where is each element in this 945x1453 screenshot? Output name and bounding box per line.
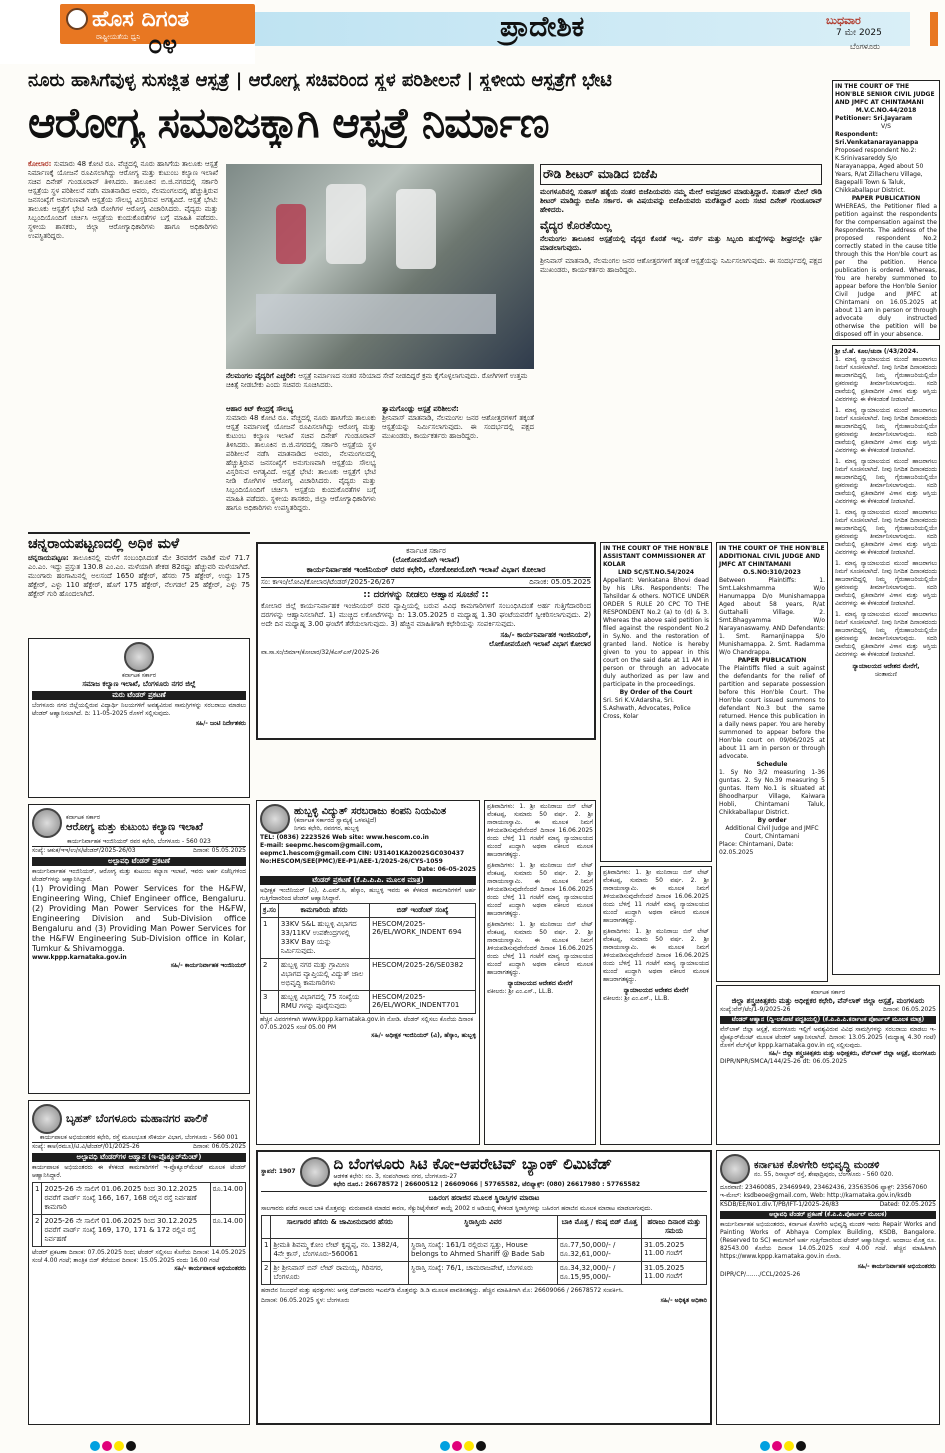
kolar-ref: ಸಂ: ಕಾಇಂ/ಲೋವಿ/ಕೋಲಾರ/ಟೆಂಡರ್/2025-26/267 (261, 578, 395, 586)
side-story-sub-title: ವೈದ್ಯರ ಕೊರತೆಯಿಲ್ಲ (540, 219, 612, 232)
reg-dot-icon (784, 1441, 794, 1451)
table-header-row (262, 1216, 707, 1239)
hescom-band: ಟೆಂಡರ್ ಪ್ರಕಟಣೆ (ಕೆ.ಪಿ.ಪಿ.ಪಿ. ಮೂಲಕ ಮಾತ್ರ) (260, 876, 476, 885)
court-versus: V/S (881, 123, 891, 130)
ksdb-name: ಕರ್ನಾಟಕ ಕೊಳಗೇರಿ ಅಭಿವೃದ್ಧಿ ಮಂಡಳಿ (754, 1159, 880, 1171)
bank-row1-prop: ಸ್ಥಿರಾಸ್ತಿ ಸಂಖ್ಯೆ: 161/1 ರಲ್ಲಿರುವ ಸ್ವತ್ತು, House belongs to Ahmed Shariff @ Bade Sab (409, 1239, 558, 1262)
table-row (33, 1183, 246, 1215)
ad-bangalore-city-coop-bank (256, 1150, 712, 1425)
reg-dot-icon (452, 1441, 462, 1451)
edge-strip (930, 12, 938, 46)
sw-office: ಸಮಾಜ ಕಲ್ಯಾಣ ಇಲಾಖೆ, ಬೆಂಗಳೂರು ನಗರ ಜಿಲ್ಲೆ (82, 680, 196, 688)
bank-th4: ಹರಾಜು ದಿನಾಂಕ ಮತ್ತು ಸಮಯ (642, 1216, 707, 1239)
lead-second-column (226, 405, 376, 525)
kolar-body: ಕೋಲಾರ ಜಿಲ್ಲೆ ಕಾರ್ಯನಿರ್ವಾಹಕ ಇಂಜಿನಿಯರ್ ರವರ ವ್ಯಾಪ್ತಿಯಲ್ಲಿ ಬರುವ ವಿವಿಧ ಕಾಮಗಾರಿಗಳಿಗೆ ಸಂಬಂಧಿಸಿದಂತೆ ಅರ್ಹ ಗುತ್ತಿಗೆದಾರರಿಂದ ದರಗಳನ್ನು ಆಹ್ವಾನಿಸಲಾಗಿದೆ. 1) ಮುಚ್ಚಿದ ಲಕೋಟೆಗಳನ್ನು ದಿ: 13.05.2025 ರ ಮಧ್ಯಾಹ್ನ 1.30 ಘಂಟೆಯವರೆಗೆ ಸ್ವೀಕರಿಸಲಾಗುವುದು. 2) ಅದೇ ದಿನ ಮಧ್ಯಾಹ್ನ 3.00 ಘಂಟೆಗೆ ತೆರೆಯಲಾಗುವುದು. 3) ಹೆಚ್ಚಿನ ಮಾಹಿತಿಗಾಗಿ ಕಛೇರಿಯನ್ನು ಸಂಪರ್ಕಿಸುವುದು. (261, 602, 591, 628)
kn-court-title: ಶ್ರೀ ಬೆ.ಹೆ. ಕೂಲ/ಚುನಾ (/43/2024. (835, 348, 919, 355)
court-mid2-body: ಪ್ರತಿವಾದಿಗಳು: 1. ಶ್ರೀ ಮುನಿರಾಜು ಬಿನ್ ಲೇಟ್ ವೆಂಕಟಪ್ಪ, ಸುಮಾರು 50 ವರ್ಷ. 2. ಶ್ರೀ ನಾರಾಯಣಸ್ವಾಮಿ. ಈ ಮೂಲಕ ನಿಮಗೆ ತಿಳಿಯಪಡಿಸುವುದೇನೆಂದರೆ ದಿನಾಂಕ 16.06.2025 ರಂದು ಬೆಳಿಗ್ಗೆ 11 ಗಂಟೆಗೆ ಮಾನ್ಯ ನ್ಯಾಯಾಲಯದ ಮುಂದೆ ಖುದ್ದಾಗಿ ಅಥವಾ ವಕೀಲರ ಮೂಲಕ ಹಾಜರಾಗತಕ್ಕದ್ದು. (603, 869, 709, 924)
hescom-tel: TEL: (0836) 2223526 Web site: www.hescom.co.in (260, 834, 429, 841)
hescom-th-indent: ಬಿಡ್ ಇಂಡೆಂಟ್ ಸಂಖ್ಯೆ (370, 904, 476, 918)
bbmp-band: ಅಲ್ಪಾವಧಿ ಟೆಂಡರ್‌ಗಳ ಆಹ್ವಾನ (ಇ-ಪ್ರೊಕ್ಯೂರ್‌ಮೆಂಟ್) (32, 1153, 246, 1162)
wenlock-gov: ಕರ್ನಾಟಕ ಸರ್ಕಾರ (810, 989, 846, 996)
wenlock-body: ವೆನ್‌ಲಾಕ್ ಜಿಲ್ಲಾ ಆಸ್ಪತ್ರೆ, ಮಂಗಳೂರು ಇಲ್ಲಿಗೆ ಅವಶ್ಯವಿರುವ ವಿವಿಧ ಸಾಮಗ್ರಿಗಳನ್ನು ಸರಬರಾಜು ಮಾಡಲು ಇ-ಪ್ರೊಕ್ಯೂರ್‌ಮೆಂಟ್ ಮೂಲಕ ಟೆಂಡರ್ ಆಹ್ವಾನಿಸಲಾಗಿದೆ. ದಿನಾಂಕ: 13.05.2025 (ಮಧ್ಯಾಹ್ನ 4.30 ಗಂಟೆ) ರೊಳಗೆ ವೆಬ್‌ಸೈಟ್ kppp.karnataka.gov.in ನಲ್ಲಿ ಸಲ್ಲಿಸುವುದು. (720, 1026, 936, 1049)
table-row (261, 918, 476, 959)
registration-marks-center (440, 1436, 488, 1453)
hfw-sign: ಸಹಿ/- ಕಾರ್ಯನಿರ್ವಾಹಕ ಇಂಜಿನಿಯರ್ (170, 962, 246, 969)
bank-row2-no: 2 (262, 1262, 271, 1285)
kn-court-body: 1. ಮಾನ್ಯ ನ್ಯಾಯಾಲಯದ ಮುಂದೆ ಹಾಜರಾಗಲು ನಿಮಗೆ ಸೂಚಿಸಲಾಗಿದೆ. ನೀವು ನಿಗದಿತ ದಿನಾಂಕದಂದು ಹಾಜರಾಗದಿದ್ದಲ್ಲಿ ನಿಮ್ಮ ಗೈರುಹಾಜರಿಯಲ್ಲಿಯೇ ಪ್ರಕರಣವನ್ನು ತೀರ್ಮಾನಿಸಲಾಗುವುದು. ಸದರಿ ದಾವೆಯಲ್ಲಿ ಪ್ರತಿವಾದಿಗಳ ವಿಳಾಸ ಮತ್ತು ಆಸ್ತಿಯ ವಿವರಗಳನ್ನು ಈ ಕೆಳಕಂಡಂತೆ ನೀಡಲಾಗಿದೆ. (835, 356, 937, 403)
reg-dot-icon (114, 1441, 124, 1451)
lead-body-column (28, 160, 218, 525)
kolar-footer-ref: ವಾ.ಸಾ.ಸಂ/ಜಿಮಾಇ/ಕೋಲಾರ/32/ಕೆಎಸ್‌ಎಸ್/2025-26 (261, 649, 380, 656)
court-mid-sign: ನ್ಯಾಯಾಲಯದ ಆದೇಶದ ಮೇರೆಗೆ (507, 980, 573, 987)
court-mid-body-2: ಪ್ರತಿವಾದಿಗಳು: 1. ಶ್ರೀ ಮುನಿರಾಜು ಬಿನ್ ಲೇಟ್ ವೆಂಕಟಪ್ಪ, ಸುಮಾರು 50 ವರ್ಷ. 2. ಶ್ರೀ ನಾರಾಯಣಸ್ವಾಮಿ. ಈ ಮೂಲಕ ನಿಮಗೆ ತಿಳಿಯಪಡಿಸುವುದೇನೆಂದರೆ ದಿನಾಂಕ 16.06.2025 ರಂದು ಬೆಳಿಗ್ಗೆ 11 ಗಂಟೆಗೆ ಮಾನ್ಯ ನ್ಯಾಯಾಲಯದ ಮುಂದೆ ಖುದ್ದಾಗಿ ಅಥವಾ ವಕೀಲರ ಮೂಲಕ ಹಾಜರಾಗತಕ್ಕದ್ದು. (487, 862, 593, 917)
ksdb-sign: ಸಹಿ/- ಕಾರ್ಯನಿರ್ವಾಹಕ ಅಭಿಯಂತರರು (857, 1263, 936, 1270)
sw-body: ಬೆಂಗಳೂರು ನಗರ ಜಿಲ್ಲೆಯಲ್ಲಿರುವ ವಿದ್ಯಾರ್ಥಿ ನಿಲಯಗಳಿಗೆ ಅವಶ್ಯವಿರುವ ಸಾಮಗ್ರಿಗಳನ್ನು ಸರಬರಾಜು ಮಾಡಲು ಟೆಂಡರ್ ಆಹ್ವಾನಿಸಲಾಗಿದೆ. ದಿ: 11-05-2025 ರೊಳಗೆ ಸಲ್ಲಿಸುವುದು. (32, 702, 246, 717)
bank-th3: ಬಾಕಿ ಮೊತ್ತ / ಕನಿಷ್ಠ ಬಿಡ್ ಮೊತ್ತ (557, 1216, 641, 1239)
kn-court-body-6: 1. ಮಾನ್ಯ ನ್ಯಾಯಾಲಯದ ಮುಂದೆ ಹಾಜರಾಗಲು ನಿಮಗೆ ಸೂಚಿಸಲಾಗಿದೆ. ನೀವು ನಿಗದಿತ ದಿನಾಂಕದಂದು ಹಾಜರಾಗದಿದ್ದಲ್ಲಿ ನಿಮ್ಮ ಗೈರುಹಾಜರಿಯಲ್ಲಿಯೇ ಪ್ರಕರಣವನ್ನು ತೀರ್ಮಾನಿಸಲಾಗುವುದು. ಸದರಿ ದಾವೆಯಲ್ಲಿ ಪ್ರತಿವಾದಿಗಳ ವಿಳಾಸ ಮತ್ತು ಆಸ್ತಿಯ ವಿವರಗಳನ್ನು ಈ ಕೆಳಕಂಡಂತೆ ನೀಡಲಾಗಿದೆ. (835, 611, 937, 658)
ksdb-tel: ದೂರವಾಣಿ: 23460085, 23469949, 23462436, 23563506 ಫ್ಯಾಕ್ಸ್: 23567060 (720, 1184, 928, 1191)
bbmp-name: ಬೃಹತ್ ಬೆಂಗಳೂರು ಮಹಾನಗರ ಪಾಲಿಕೆ (66, 1112, 208, 1125)
table-row (262, 1239, 707, 1262)
registration-marks-right (760, 1436, 808, 1453)
bank-footer: ಹರಾಜಿನ ನಿಬಂಧನೆ ಮತ್ತು ಷರತ್ತುಗಳು: ಆಸಕ್ತ ಬಿಡ್‌ದಾರರು ಇಎಮ್‌ಡಿ ಮೊತ್ತವನ್ನು ಡಿ.ಡಿ ಮೂಲಕ ಪಾವತಿಸತಕ್ಕದ್ದು. ಹೆಚ್ಚಿನ ಮಾಹಿತಿಗಾಗಿ ಮೊ: 26609066 / 26678572 ಸಂಪರ್ಕಿಸಿ. (261, 1287, 624, 1294)
paper-emblem-icon (66, 8, 88, 30)
court-notice-mid (484, 800, 596, 1145)
paper-name: ಹೊಸ ದಿಗಂತ (92, 6, 190, 32)
lead-body: ಸುಮಾರು 48 ಕೋಟಿ ರೂ. ವೆಚ್ಚದಲ್ಲಿ ನೂರು ಹಾಸಿಗೆಯ ತಾಲೂಕು ಆಸ್ಪತ್ರೆ ನಿರ್ಮಾಣಕ್ಕೆ ಯೋಜನೆ ರೂಪಿಸಲಾಗಿದ್ದು ಆರೋಗ್ಯ ಮತ್ತು ಕುಟುಂಬ ಕಲ್ಯಾಣ ಇಲಾಖೆ ಸಚಿವ ದಿನೇಶ್ ಗುಂಡೂರಾವ್ ತಿಳಿಸಿದರು. ತಾಲೂಕಿನ ಬಿ.ಜಿ.ನಗರದಲ್ಲಿ ಸರ್ಕಾರಿ ಆಸ್ಪತ್ರೆಯ ಸ್ಥಳ ಪರಿಶೀಲನೆ ನಡೆಸಿ ಮಾತನಾಡಿದ ಅವರು, ನೆಲಮಂಗಲದಲ್ಲಿ ಹೆಚ್ಚುತ್ತಿರುವ ಜನಸಂಖ್ಯೆಗೆ ಅನುಗುಣವಾಗಿ ಆಸ್ಪತ್ರೆಯ ಸೌಲಭ್ಯ ವಿಸ್ತರಿಸುವ ಅಗತ್ಯವಿದೆ. ಆಸ್ಪತ್ರೆ ಭೇಟಿ: ತಾಲೂಕು ಆಸ್ಪತ್ರೆಗೆ ಭೇಟಿ ನೀಡಿ ರೋಗಿಗಳ ಆರೋಗ್ಯ ವಿಚಾರಿಸಿದರು. ವೈದ್ಯರು ಮತ್ತು ಸಿಬ್ಬಂದಿಯೊಂದಿಗೆ ಚರ್ಚಿಸಿ ಆಸ್ಪತ್ರೆಯ ಕುಂದುಕೊರತೆಗಳ ಬಗ್ಗೆ ಮಾಹಿತಿ ಪಡೆದರು. ಸ್ಥಳೀಯ ಶಾಸಕರು, ಜಿಲ್ಲಾ ಆರೋಗ್ಯಾಧಿಕಾರಿಗಳು ಹಾಗೂ ಅಧಿಕಾರಿಗಳು ಉಪಸ್ಥಿತರಿದ್ದರು. (28, 160, 218, 240)
kolar-sign2: ಲೋಕೋಪಯೋಗಿ ಇಲಾಖೆ ವಿಭಾಗ ಕೋಲಾರ (488, 640, 591, 648)
bbmp-footer: ಟೆಂಡರ್ ಪ್ರಕಟಣಾ ದಿನಾಂಕ: 07.05.2025 ರಿಂದ; ಟೆಂಡರ್ ಸಲ್ಲಿಸಲು ಕೊನೆಯ ದಿನಾಂಕ: 14.05.2025 ಸಂಜೆ 4.00 ಗಂಟೆ; ತಾಂತ್ರಿಕ ಬಿಡ್ ತೆರೆಯುವ ದಿನಾಂಕ: 15.05.2025 ರಂದು 16.00 ಗಂಟೆ (32, 1249, 246, 1264)
bbmp-date: ದಿನಾಂಕ: 06.05.2025 (193, 1143, 246, 1150)
section-title: ಪ್ರಾದೇಶಿಕ (500, 10, 585, 43)
hescom-email: E-mail: seepmc.hescom@gmail.com, eepmc1.hescom@gmail.com CIN: U31401KA2002SGC030437 (260, 842, 465, 857)
bbmp-ref: ಸಂಖ್ಯೆ: ಕಾಅ(ರಮೂ)/ಟಿ.ವಿ/ಟೆಂಡರ್/01/2025-26 (32, 1143, 140, 1150)
registration-marks-left (90, 1436, 138, 1453)
court-respondent: Respondent: Sri.Venkatanarayanappa (835, 131, 919, 146)
rain-title: ಚನ್ನರಾಯಪಟ್ಟಣದಲ್ಲಿ ಅಧಿಕ ಮಳೆ (28, 536, 180, 552)
ad-ksdb (716, 1150, 940, 1425)
court3-schedule-body: 1. Sy No 3/2 measuring 1-36 guntas. 2. Sy No.39 measuring 5 guntas. Item No.1 is situated at Bhoodharpur Village, Kaiwara Hobli, Chintamani Taluk, Chikkaballapur District. (719, 769, 825, 816)
bank-row2-name: ಶ್ರೀ ಶ್ರೀನಿವಾಸ್ ಬಿನ್ ಲೇಟ್ ರಾಮಯ್ಯ, ಗಿರಿನಗರ, ಬೆಂಗಳೂರು (271, 1262, 409, 1285)
court2-body: Appellant: Venkatana Bhovi dead by his LRs. Respondents: The Tahsildar & others. NOTICE UNDER ORDER 5 RULE 20 CPC TO THE RESPONDENT No.2 (a) to (d) & 3. Whereas the above said petition is filed against the respondent No.2 in Sy.No. and the restoration of granted land. Notice is hereby given to you to appear in this court on the said date at 11 AM in person or through an advocate duly authorized as per law and participate in the proceedings. (603, 577, 709, 688)
court2-order: By Order of the Court (619, 689, 693, 696)
bank-intro: ಸಾಲಗಾರರು ಪಡೆದ ಸಾಲದ ಬಾಕಿ ಮೊತ್ತವನ್ನು ಮರುಪಾವತಿ ಮಾಡದ ಕಾರಣ, ಸೆಕ್ಯುರಿಟೈಸೇಶನ್ ಕಾಯ್ದೆ 2002 ರ ಅಡಿಯಲ್ಲಿ ಕೆಳಕಂಡ ಸ್ಥಿರಾಸ್ತಿಗಳನ್ನು ಬಹಿರಂಗ ಹರಾಜಿನ ಮೂಲಕ ಮಾರಾಟ ಮಾಡಲಾಗುವುದು. (261, 1205, 653, 1212)
court-mid2-advocate: ವಕೀಲರು: ಶ್ರೀ ಎಂ.ಎಸ್., LL.B. (603, 995, 670, 1002)
bbmp-body: ಕಾರ್ಯಪಾಲಕ ಅಭಿಯಂತರರು ಈ ಕೆಳಕಂಡ ಕಾಮಗಾರಿಗಳಿಗೆ ಇ-ಪ್ರೊಕ್ಯೂರ್‌ಮೆಂಟ್ ಮೂಲಕ ಟೆಂಡರ್ ಆಹ್ವಾನಿಸಿದ್ದಾರೆ. (32, 1164, 246, 1179)
hescom-row1-no: 1 (261, 918, 279, 959)
hfw-office: ಕಾರ್ಯನಿರ್ವಾಹಕ ಇಂಜಿನಿಯರ್ ರವರ ಕಛೇರಿ, ಬೆಂಗಳೂರು - 560 023 (67, 838, 211, 845)
court-notice-chintamani (716, 542, 828, 982)
side-story-title: ರೌಡಿ ಶೀಟರ್ ಮಾಡಿದ ಬಿಜೆಪಿ (540, 164, 822, 185)
sw-sign: ಸಹಿ/- ಜಂಟಿ ನಿರ್ದೇಶಕರು (195, 720, 246, 727)
court-name: IN THE COURT OF THE HON'BLE SENIOR CIVIL JUDGE AND JMFC AT CHINTAMANI (835, 83, 935, 106)
hescom-th-no: ಕ್ರ.ಸಂ (261, 904, 279, 918)
hescom-row2-indent: HESCOM/2025-26/SE0382 (370, 959, 476, 991)
bank-row1-no: 1 (262, 1239, 271, 1262)
bank-th-no (262, 1216, 271, 1239)
table-header-row (261, 904, 476, 918)
wenlock-ref: ಸಂಖ್ಯೆ:ವೆನ್/ಟೆಂ/1-9/2025-26 (720, 1006, 791, 1013)
court3-pub-body: The Plaintiffs filed a suit against the defendants for the relief of partition and separate possession before this Hon'ble Court. The Hon'ble court issued summons to defendant No.3 but the same returned. Hence this publication in a daily news paper. You are hereby summoned to appear before the Hon'ble court on 09/06/2025 at about 11 am in person or through advocate. (719, 665, 825, 760)
lead-sub3-title: ತ್ವಾಮಗೊಂಡ್ಲು ಆಸ್ಪತ್ರೆ ಪರಿಶೀಲನೆ: (382, 405, 459, 413)
hescom-addr: ನಿಗಮ ಕಛೇರಿ, ನವನಗರ, ಹುಬ್ಬಳ್ಳಿ (294, 824, 359, 832)
bank-th1: ಸಾಲಗಾರರ ಹೆಸರು & ಜಾಮೀನುದಾರರ ಹೆಸರು (271, 1216, 409, 1239)
reg-dot-icon (772, 1441, 782, 1451)
court-notice-small (832, 80, 940, 340)
court-case-number: M.V.C.NO.44/2018 (855, 107, 917, 114)
bank-sign: ಸಹಿ/- ಅಧಿಕೃತ ಅಧಿಕಾರಿ (660, 1297, 707, 1304)
ksdb-addr: ನಂ. 55, ರಿಸಾಲ್ದಾರ್ ರಸ್ತೆ, ಶೇಷಾದ್ರಿಪುರಂ, ಬೆಂಗಳೂರು - 560 020. (754, 1170, 894, 1178)
hfw-body-kn: ಕಾರ್ಯನಿರ್ವಾಹಕ ಇಂಜಿನಿಯರ್, ಆರೋಗ್ಯ ಮತ್ತು ಕುಟುಂಬ ಕಲ್ಯಾಣ ಇಲಾಖೆ, ಇವರು ಅರ್ಹ ಏಜೆನ್ಸಿಗಳಿಂದ ಟೆಂಡರ್‌ಗಳನ್ನು ಆಹ್ವಾನಿಸಿದ್ದಾರೆ. (32, 868, 246, 883)
bank-row1-name: ಶ್ರೀಮತಿ ಶಿವಮ್ಮ ಕೋಂ ಲೇಟ್ ಕೃಷ್ಣಪ್ಪ, ನಂ. 1382/4, 4ನೇ ಕ್ರಾಸ್, ಬೆಂಗಳೂರು-560061 (271, 1239, 409, 1262)
hescom-intro: ಅಧೀಕ್ಷಕ ಇಂಜಿನಿಯರ್ (ವಿ), ಪಿ.ಎಮ್.ಸಿ, ಹೆಸ್ಕಾಂ, ಹುಬ್ಬಳ್ಳಿ ಇವರು ಈ ಕೆಳಕಂಡ ಕಾಮಗಾರಿಗಳಿಗೆ ಅರ್ಹ ಗುತ್ತಿಗೆದಾರರಿಂದ ಟೆಂಡರ್ ಆಹ್ವಾನಿಸಿದ್ದಾರೆ. (260, 887, 476, 902)
court-body: Proposed respondent No.2: K.Srinivasareddy S/o Narayanappa, Aged about 50 Years, R/at Zillacheru Village, Bagepalli Town & Taluk, Chikkaballapur District. (835, 147, 924, 194)
reg-dot-icon (796, 1441, 806, 1451)
court-mid2-body-2: ಪ್ರತಿವಾದಿಗಳು: 1. ಶ್ರೀ ಮುನಿರಾಜು ಬಿನ್ ಲೇಟ್ ವೆಂಕಟಪ್ಪ, ಸುಮಾರು 50 ವರ್ಷ. 2. ಶ್ರೀ ನಾರಾಯಣಸ್ವಾಮಿ. ಈ ಮೂಲಕ ನಿಮಗೆ ತಿಳಿಯಪಡಿಸುವುದೇನೆಂದರೆ ದಿನಾಂಕ 16.06.2025 ರಂದು ಬೆಳಿಗ್ಗೆ 11 ಗಂಟೆಗೆ ಮಾನ್ಯ ನ್ಯಾಯಾಲಯದ ಮುಂದೆ ಖುದ್ದಾಗಿ ಅಥವಾ ವಕೀಲರ ಮೂಲಕ ಹಾಜರಾಗತಕ್ಕದ್ದು. (603, 928, 709, 983)
hfw-date: ದಿನಾಂಕ: 05.05.2025 (193, 847, 246, 854)
bank-date: ದಿನಾಂಕ: 06.05.2025 (261, 1297, 314, 1304)
ad-wenlock (716, 985, 940, 1145)
ad-social-welfare (28, 638, 250, 798)
bank-row2-prop: ಸ್ಥಿರಾಸ್ತಿ ಸಂಖ್ಯೆ: 76/1, ಚಾಮರಾಜಪೇಟೆ, ಬೆಂಗಳೂರು (409, 1262, 558, 1285)
bank-addr: ಆಡಳಿತ ಕಛೇರಿ: ನಂ. 3, ಸಂಪಂಗಿರಾಮ ನಗರ, ಬೆಂಗಳೂರು-27 (333, 1173, 458, 1180)
kolar-dept: (ಲೋಕೋಪಯೋಗಿ ಇಲಾಖೆ) (392, 556, 460, 564)
kn-court-body-2: 1. ಮಾನ್ಯ ನ್ಯಾಯಾಲಯದ ಮುಂದೆ ಹಾಜರಾಗಲು ನಿಮಗೆ ಸೂಚಿಸಲಾಗಿದೆ. ನೀವು ನಿಗದಿತ ದಿನಾಂಕದಂದು ಹಾಜರಾಗದಿದ್ದಲ್ಲಿ ನಿಮ್ಮ ಗೈರುಹಾಜರಿಯಲ್ಲಿಯೇ ಪ್ರಕರಣವನ್ನು ತೀರ್ಮಾನಿಸಲಾಗುವುದು. ಸದರಿ ದಾವೆಯಲ್ಲಿ ಪ್ರತಿವಾದಿಗಳ ವಿಳಾಸ ಮತ್ತು ಆಸ್ತಿಯ ವಿವರಗಳನ್ನು ಈ ಕೆಳಕಂಡಂತೆ ನೀಡಲಾಗಿದೆ. (835, 407, 937, 454)
bank-logo-icon (300, 1157, 330, 1187)
wenlock-sign: ಸಹಿ/- ಜಿಲ್ಲಾ ಶಸ್ತ್ರಚಿಕಿತ್ಸಕರು ಮತ್ತು ಅಧೀಕ್ಷಕರು, ವೆನ್‌ಲಾಕ್ ಜಿಲ್ಲಾ ಆಸ್ಪತ್ರೆ, ಮಂಗಳೂರು (768, 1050, 936, 1057)
masthead-city: ಬೆಂಗಳೂರು (850, 42, 880, 51)
table-row (262, 1262, 707, 1285)
wenlock-name: ಜಿಲ್ಲಾ ಶಸ್ತ್ರಚಿಕಿತ್ಸಕರು ಮತ್ತು ಅಧೀಕ್ಷಕರ ಕಛೇರಿ, ವೆನ್‌ಲಾಕ್ ಜಿಲ್ಲಾ ಆಸ್ಪತ್ರೆ, ಮಂಗಳೂರು (731, 997, 925, 1005)
bbmp-row1-no: 1 (33, 1183, 42, 1215)
lead-sub2-title: ಆಹಾರ ಕಿಟ್ ಕೇಂದ್ರಕ್ಕೆ ಸೌಲಭ್ಯ (226, 405, 294, 413)
hfw-body-en: (1) Providing Man Power Services for the H&FW, Engineering Wing, Chief Engineer office, Bengaluru. (2) Providing Man Power Services for the H&FW, Engineering Division and Sub-Division office Bengaluru and (3) Providing Man Power Services for the H&FW Engineering Sub-Division office in Kolar, Tumkur & Shivamogga. (32, 884, 246, 953)
court-pub-body: WHEREAS, the Petitioner filed a petition against the respondents for the compensation against the Respondents. The address of the proposed respondent No.2 correctly stated in the cause title through this the Hon'ble court as per the petition. Hence publication is ordered. Whereas, You are hereby summoned to appear before the Hon'ble Senior Civil Judge and JMFC at Chintamani on 16.05.2025 at about 11 am in person or through advocate duly instructed otherwise the petition will be disposed off in your absence. (835, 203, 937, 338)
masthead-day: ಬುಧವಾರ (826, 14, 861, 27)
rain-dateline: ಚನ್ನರಾಯಪಟ್ಟಣ: (28, 554, 69, 562)
hfw-web[interactable]: www.kppp.karnataka.gov.in (32, 954, 127, 961)
hescom-row1-indent: HESCOM/2025-26/EL/WORK_INDENT 694 (370, 918, 476, 959)
side-story-tail: ಶ್ರೀನಿವಾಸ್ ಮಾತನಾಡಿ, ನೆಲಮಂಗಲ ಜನರ ಆಶೋತ್ತರಗಳಿಗೆ ತಕ್ಕಂತೆ ಆಸ್ಪತ್ರೆಯನ್ನು ನಿರ್ಮಿಸಲಾಗುವುದು. ಈ ಸಂದರ್ಭದಲ್ಲಿ ಪಕ್ಷದ ಮುಖಂಡರು, ಕಾರ್ಯಕರ್ತರು ಹಾಜರಿದ್ದರು. (540, 257, 822, 274)
court-notice-kolar-ac (600, 542, 712, 862)
bank-row2-amt: ರೂ.34,32,000/- / ರೂ.15,95,000/- (557, 1262, 641, 1285)
court3-name: IN THE COURT OF THE HON'BLE ADDITIONAL CIVIL JUDGE AND JMFC AT CHINTAMANI (719, 545, 825, 568)
bbmp-emblem-icon (32, 1104, 62, 1134)
reg-dot-icon (464, 1441, 474, 1451)
bbmp-row2-desc: 2025-26 ನೇ ಸಾಲಿಗೆ 01.06.2025 ರಿಂದ 30.12.2025 ರವರೆಗೆ ವಾರ್ಡ್ ಸಂಖ್ಯೆ 169, 170, 171 & 172 ರಲ್ಲಿನ ರಸ್ತೆ ನಿರ್ವಹಣೆ (42, 1215, 210, 1247)
lead-photo-caption (226, 372, 534, 402)
side-story (540, 164, 822, 526)
kn-court-body-5: 1. ಮಾನ್ಯ ನ್ಯಾಯಾಲಯದ ಮುಂದೆ ಹಾಜರಾಗಲು ನಿಮಗೆ ಸೂಚಿಸಲಾಗಿದೆ. ನೀವು ನಿಗದಿತ ದಿನಾಂಕದಂದು ಹಾಜರಾಗದಿದ್ದಲ್ಲಿ ನಿಮ್ಮ ಗೈರುಹಾಜರಿಯಲ್ಲಿಯೇ ಪ್ರಕರಣವನ್ನು ತೀರ್ಮಾನಿಸಲಾಗುವುದು. ಸದರಿ ದಾವೆಯಲ್ಲಿ ಪ್ರತಿವಾದಿಗಳ ವಿಳಾಸ ಮತ್ತು ಆಸ್ತಿಯ ವಿವರಗಳನ್ನು ಈ ಕೆಳಕಂಡಂತೆ ನೀಡಲಾಗಿದೆ. (835, 560, 937, 607)
caption-lead: ನೆಲಮಂಗಲ ವೈದ್ಯರಿಗೆ ಎಚ್ಚರಿಕೆ: (226, 372, 297, 380)
court3-place: Place: Chintamani, Date: 02.05.2025 (719, 841, 794, 856)
caption-text: ಆಸ್ಪತ್ರೆ ನಿರ್ಮಾಣದ ನಂತರ ಸರಿಯಾದ ಸೇವೆ ನೀಡದಿದ್ದರೆ ಕ್ರಮ ಕೈಗೊಳ್ಳಲಾಗುವುದು. ರೋಗಿಗಳಿಗೆ ಉತ್ತಮ ಚಿಕಿತ್ಸೆ ನೀಡಬೇಕು ಎಂದು ಸಚಿವರು ಸೂಚಿಸಿದರು. (226, 372, 528, 389)
bbmp-row2-no: 2 (33, 1215, 42, 1247)
hescom-row3-desc: ಹುಬ್ಬಳ್ಳಿ ವಿಭಾಗದಲ್ಲಿ 75 ಸಂಖ್ಯೆಯ RMU ಗಳನ್ನು ಪೂರೈಸುವುದು (278, 991, 369, 1014)
reg-dot-icon (440, 1441, 450, 1451)
lead-third-column (382, 405, 534, 525)
kolar-date: ದಿನಾಂಕ: 05.05.2025 (529, 578, 591, 586)
govt-emblem-icon (124, 642, 154, 672)
court3-pub-title: PAPER PUBLICATION (737, 657, 807, 664)
court3-officer: Additional Civil Judge and JMFC Court, Chintamani (725, 825, 819, 840)
ksdb-email: ಇ-ಮೇಲ್: ksdbeoe@gmail.com, Web: http://karnataka.gov.in/ksdb (720, 1192, 912, 1199)
lead-kicker: ನೂರು ಹಾಸಿಗೆವುಳ್ಳ ಸುಸಜ್ಜಿತ ಆಸ್ಪತ್ರೆ | ಆರೋಗ್ಯ ಸಚಿವರಿಂದ ಸ್ಥಳ ಪರಿಶೀಲನೆ | ಸ್ಥಳೀಯ ಆಸ್ಪತ್ರೆಗೆ ಭೇಟಿ (28, 70, 612, 91)
paper-logo-block (0, 0, 255, 64)
reg-dot-icon (90, 1441, 100, 1451)
reg-dot-icon (102, 1441, 112, 1451)
court-mid2-sign: ನ್ಯಾಯಾಲಯದ ಆದೇಶದ ಮೇರೆಗೆ (623, 987, 689, 994)
rain-body: ತಾಲೂಕಿನಲ್ಲಿ ಮಳೆಗೆ ಸಂಬಂಧಿಸಿದಂತೆ ಮೇ 3ರವರೆಗೆ ವಾಡಿಕೆ ಮಳೆ 71.7 ಎಂ.ಎಂ. ಇದ್ದು ಪ್ರಸ್ತುತ 130.8 ಎಂ.ಎಂ. ಮಳೆಯಾಗಿ ಶೇಕಡ 82ರಷ್ಟು ಹೆಚ್ಚುವರಿ ಮಳೆಯಾಗಿದೆ. ಮುಂಗಾರು ಹಂಗಾಮಿನಲ್ಲಿ ಅಲಸಂದೆ 1650 ಹೆಕ್ಟೇರ್, ಹೆಸರು 75 ಹೆಕ್ಟೇರ್, ಉದ್ದು 175 ಹೆಕ್ಟೇರ್, ಎಳ್ಳು 110 ಹೆಕ್ಟೇರ್, ಹೊಗೆ 175 ಹೆಕ್ಟೇರ್, ನೆಲಗಡಲೆ 25 ಹೆಕ್ಟೇರ್, ಎಳ್ಳು 75 ಹೆಕ್ಟೇರ್ ಗುರಿ ಹೊಂದಲಾಗಿದೆ. (28, 554, 250, 598)
kn-court-sign: ನ್ಯಾಯಾಲಯದ ಆದೇಶದ ಮೇರೆಗೆ, (852, 663, 920, 670)
hescom-ref: No:HESCOM/SEE(PMC)/EE-P1/AEE-1/2025-26/CYS-1059 (260, 858, 443, 865)
hfw-ref: ಸಂಖ್ಯೆ: ಆಕುಕ/ಇಇ/ಉ/ಸ/ಟೆಂಡರ್/2025-26/03 (32, 847, 136, 854)
hescom-sub: (ಕರ್ನಾಟಕ ಸರ್ಕಾರದ ಸ್ವಾಮ್ಯಕ್ಕೆ ಒಳಪಟ್ಟಿದೆ) (294, 816, 377, 824)
bank-th2: ಸ್ಥಿರಾಸ್ತಿಯ ವಿವರ (409, 1216, 558, 1239)
wenlock-dipr: DIPR/NPR/SMCA/144/25-26 dt: 06.05.2025 (720, 1058, 848, 1065)
hfw-band: ಅಲ್ಪಾವಧಿ ಟೆಂಡರ್ ಪ್ರಕಟಣೆ (32, 857, 246, 866)
sw-band: ಮರು ಟೆಂಡರ್ ಪ್ರಕಟಣೆ (32, 691, 246, 700)
hfw-dept: ಆರೋಗ್ಯ ಮತ್ತು ಕುಟುಂಬ ಕಲ್ಯಾಣ ಇಲಾಖೆ (66, 821, 203, 833)
court-given (835, 339, 937, 340)
bbmp-office: ಕಾರ್ಯಪಾಲಕ ಅಭಿಯಂತರರ ಕಛೇರಿ, ರಸ್ತೆ ಮೂಲಭೂತ ಸೌಕರ್ಯ ವಿಭಾಗ, ಬೆಂಗಳೂರು - 560 001 (39, 1134, 239, 1141)
kolar-gov: ಕರ್ನಾಟಕ ಸರ್ಕಾರ (406, 547, 446, 555)
kolar-notice-title: :: ದರಗಳನ್ನು ನೀಡಲು ಆಹ್ವಾನ ಸೂಚನೆ :: (363, 590, 489, 600)
ad-hescom (256, 800, 480, 1145)
masthead-date: 7 ಮೇ 2025 (836, 28, 882, 38)
hescom-row3-indent: HESCOM/2025-26/EL/WORK_INDENT701 (370, 991, 476, 1014)
court3-case: O.S.NO:310/2023 (743, 569, 801, 576)
court2-case: LND SC/ST.NO.54/2024 (617, 569, 695, 576)
court-mid-advocate: ವಕೀಲರು: ಶ್ರೀ ಎಂ.ಎಸ್., LL.B. (487, 988, 554, 995)
masthead (0, 0, 945, 64)
side-story-sub-body: ನೆಲಮಂಗಲ ತಾಲೂಕಿನ ಆಸ್ಪತ್ರೆಯಲ್ಲಿ ವೈದ್ಯರ ಕೊರತೆ ಇಲ್ಲ. ನರ್ಸ್ ಮತ್ತು ಸಿಬ್ಬಂದಿ ಹುದ್ದೆಗಳನ್ನು ಶೀಘ್ರದಲ್ಲೇ ಭರ್ತಿ ಮಾಡಲಾಗುವುದು. (540, 235, 822, 252)
kolar-office: ಕಾರ್ಯನಿರ್ವಾಹಕ ಇಂಜಿನಿಯರ್ ರವರ ಕಛೇರಿ, ಲೋಕೋಪಯೋಗಿ ಇಲಾಖೆ ವಿಭಾಗ ಕೋಲಾರ (306, 565, 546, 574)
side-story-body: ಮಂಗಳೂರಿನಲ್ಲಿ ಸುಹಾಸ್ ಹತ್ಯೆಯ ನಂತರ ಬಿಜೆಪಿಯವರು ನಮ್ಮ ಮೇಲೆ ಅಪಪ್ರಚಾರ ಮಾಡುತ್ತಿದ್ದಾರೆ. ಸುಹಾಸ್ ಮೇಲೆ ರೌಡಿ ಶೀಟರ್ ಮಾಡಿದ್ದು ಬಿಜೆಪಿ ಸರ್ಕಾರ. ಈ ವಿಷಯವನ್ನು ಬಿಜೆಪಿಯವರು ಮರೆತಿದ್ದಾರೆ ಎಂದು ಸಚಿವ ದಿನೇಶ್ ಗುಂಡೂರಾವ್ ಹೇಳಿದರು. (540, 188, 822, 214)
ad-bbmp (28, 1100, 250, 1425)
lead-dateline: ಕೋಲಾರ: (28, 160, 52, 168)
hescom-row2-desc: ಹುಬ್ಬಳ್ಳಿ ನಗರ ಮತ್ತು ಗ್ರಾಮೀಣ ವಿಭಾಗದ ವ್ಯಾಪ್ತಿಯಲ್ಲಿ ವಿದ್ಯುತ್ ಜಾಲ ಅಭಿವೃದ್ಧಿ ಕಾಮಗಾರಿಗಳು (278, 959, 369, 991)
bank-place: ಸ್ಥಳ: ಬೆಂಗಳೂರು (315, 1297, 350, 1304)
lead-photo (226, 164, 534, 369)
hescom-sign: ಸಹಿ/- ಅಧೀಕ್ಷಕ ಇಂಜಿನಿಯರ್ (ವಿ), ಹೆಸ್ಕಾಂ, ಹುಬ್ಬಳ್ಳಿ (371, 1032, 476, 1039)
bank-name: ದಿ ಬೆಂಗಳೂರು ಸಿಟಿ ಕೋ-ಆಪರೇಟಿವ್ ಬ್ಯಾಂಕ್ ಲಿಮಿಟೆಡ್ (333, 1155, 612, 1173)
ksdb-dipr: DIPR/CP/......./CCL/2025-26 (720, 1271, 801, 1278)
wenlock-date: ದಿನಾಂಕ: 06.05.2025 (883, 1006, 936, 1013)
bank-row2-date: 31.05.2025 11.00 ಗಂಟೆಗೆ (642, 1262, 707, 1285)
hescom-name: ಹುಬ್ಬಳ್ಳಿ ವಿದ್ಯುತ್ ಸರಬರಾಜು ಕಂಪನಿ ನಿಯಮಿತ (294, 805, 447, 817)
table-row (261, 959, 476, 991)
bbmp-row1-desc: 2025-26 ನೇ ಸಾಲಿಗೆ 01.06.2025 ರಿಂದ 30.12.2025 ರವರೆಗೆ ವಾರ್ಡ್ ಸಂಖ್ಯೆ 166, 167, 168 ರಲ್ಲಿನ ರಸ್ತೆ ನಿರ್ವಹಣೆ ಕಾಮಗಾರಿ (42, 1183, 210, 1215)
page-number: ೦೪ (148, 30, 178, 60)
hescom-table (260, 903, 476, 1014)
sw-gov: ಕರ್ನಾಟಕ ಸರ್ಕಾರ (121, 672, 157, 679)
bbmp-row1-amount: ರೂ.14.00 (210, 1183, 245, 1215)
hfw-emblem-icon (32, 808, 62, 838)
reg-dot-icon (760, 1441, 770, 1451)
kn-court-body-4: 1. ಮಾನ್ಯ ನ್ಯಾಯಾಲಯದ ಮುಂದೆ ಹಾಜರಾಗಲು ನಿಮಗೆ ಸೂಚಿಸಲಾಗಿದೆ. ನೀವು ನಿಗದಿತ ದಿನಾಂಕದಂದು ಹಾಜರಾಗದಿದ್ದಲ್ಲಿ ನಿಮ್ಮ ಗೈರುಹಾಜರಿಯಲ್ಲಿಯೇ ಪ್ರಕರಣವನ್ನು ತೀರ್ಮಾನಿಸಲಾಗುವುದು. ಸದರಿ ದಾವೆಯಲ್ಲಿ ಪ್ರತಿವಾದಿಗಳ ವಿಳಾಸ ಮತ್ತು ಆಸ್ತಿಯ ವಿವರಗಳನ್ನು ಈ ಕೆಳಕಂಡಂತೆ ನೀಡಲಾಗಿದೆ. (835, 509, 937, 556)
ksdb-date: Dated: 02.05.2025 (879, 1201, 936, 1208)
hfw-gov: ಕರ್ನಾಟಕ ಸರ್ಕಾರ (66, 813, 101, 821)
bank-tel: ಕಛೇರಿ ದೂರ.: 26678572 | 26600512 | 26609066 | 57765582, ಟೆಲಿಫ್ಯಾಕ್ಸ್: (080) 26617980 : 57765582 (333, 1181, 641, 1188)
court3-body: Between Plaintiffs: 1. Smt.Lakshmamma W/o Hanumappa D/o Munishamappa Aged about 58 years, R/at Guttahalli Village. 2. Smt.Bhagyamma W/o Narayanaswamy. AND Defendants: 1. Smt. Ramanjinappa S/o Munishamappa. 2. Smt. Radamma W/o Chandrappa. (719, 577, 825, 656)
table-row (33, 1215, 246, 1247)
hescom-row3-no: 3 (261, 991, 279, 1014)
bank-table (261, 1215, 707, 1285)
ad-kolar-pwd (256, 542, 596, 740)
hescom-logo-icon (260, 804, 290, 834)
hescom-date: Date: 06-05-2025 (417, 866, 476, 873)
bank-est: ಸ್ಥಾಪನೆ: 1907 (261, 1168, 296, 1175)
bbmp-table (32, 1182, 246, 1247)
bank-row1-date: 31.05.2025 11.00 ಗಂಟೆಗೆ (642, 1239, 707, 1262)
paper-tagline: ರಾಷ್ಟ್ರೀಯತೆಯ ಧ್ವನಿ (96, 33, 141, 41)
reg-dot-icon (476, 1441, 486, 1451)
court-petitioner: Petitioner: Sri.Jayaram (835, 115, 913, 122)
hescom-row2-no: 2 (261, 959, 279, 991)
court2-advocate: Sri. Sri K.V.Adarsha, Sri. S.Ashwath, Advocates, Police Cross, Kolar (603, 697, 691, 720)
court3-order: By order (757, 817, 787, 824)
bbmp-sign: ಸಹಿ/- ಕಾರ್ಯಪಾಲಕ ಅಭಿಯಂತರರು (174, 1265, 246, 1272)
hescom-th-name: ಕಾಮಗಾರಿಯ ಹೆಸರು (278, 904, 369, 918)
kn-court-notice (832, 345, 940, 975)
wenlock-band: ಟೆಂಡರ್ ಆಹ್ವಾನ (ದ್ವಿ-ಲಕೋಟೆ ಪದ್ಧತಿಯಲ್ಲಿ) (ಕೆ.ಪಿ.ಪಿ.ಪಿ.ಕರ್ನಾಟಕ ಪೋರ್ಟಲ್ ಮೂಲಕ ಮಾತ್ರ) (720, 1016, 936, 1024)
ad-health-family-welfare (28, 804, 250, 1094)
lead-body-cont2: ಶ್ರೀನಿವಾಸ್ ಮಾತನಾಡಿ, ನೆಲಮಂಗಲ ಜನರ ಆಶೋತ್ತರಗಳಿಗೆ ತಕ್ಕಂತೆ ಆಸ್ಪತ್ರೆಯನ್ನು ನಿರ್ಮಿಸಲಾಗುವುದು. ಈ ಸಂದರ್ಭದಲ್ಲಿ ಪಕ್ಷದ ಮುಖಂಡರು, ಕಾರ್ಯಕರ್ತರು ಹಾಜರಿದ್ದರು. (382, 414, 534, 440)
bank-band: ಬಹಿರಂಗ ಹರಾಜಿನ ಮೂಲಕ ಸ್ಥಿರಾಸ್ತಿಗಳ ಮಾರಾಟ (428, 1194, 540, 1202)
hescom-footer: ಹೆಚ್ಚಿನ ವಿವರಗಳಿಗಾಗಿ www.kppp.karnataka.gov.in ನೋಡಿ. ಟೆಂಡರ್ ಸಲ್ಲಿಸಲು ಕೊನೆಯ ದಿನಾಂಕ 07.05.2025 ಸಂಜೆ 05.00 PM (260, 1016, 474, 1031)
ksdb-body: ಕಾರ್ಯನಿರ್ವಾಹಕ ಅಭಿಯಂತರರು, ಕರ್ನಾಟಕ ಕೊಳಗೇರಿ ಅಭಿವೃದ್ಧಿ ಮಂಡಳಿ ಇವರು Repair Works and Painting Works of Abhaya Complex Building, KSDB, Bangalore. (Reserved to SC) ಕಾಮಗಾರಿಗೆ ಅರ್ಹ ಗುತ್ತಿಗೆದಾರರಿಂದ ಟೆಂಡರ್ ಆಹ್ವಾನಿಸಿದ್ದಾರೆ. ಅಂದಾಜು ಮೊತ್ತ ರೂ. 82543.00 ಕೊನೆಯ ದಿನಾಂಕ 14.05.2025 ಸಂಜೆ 4.00 ಗಂಟೆ. ಹೆಚ್ಚಿನ ಮಾಹಿತಿಗಾಗಿ https://www.kppp.karnataka.gov.in ನೋಡಿ. (720, 1221, 936, 1260)
hescom-row1-desc: 33KV S&L ಹುಬ್ಬಳ್ಳಿ ವಿಭಾಗದ 33/11KV ಉಪಕೇಂದ್ರಗಳಲ್ಲಿ 33KV Bay ಯನ್ನು ನಿರ್ಮಿಸುವುದು. (278, 918, 369, 959)
lead-headline: ಆರೋಗ್ಯ ಸಮಾಜಕ್ಕಾಗಿ ಆಸ್ಪತ್ರೆ ನಿರ್ಮಾಣ (28, 98, 549, 147)
court3-schedule: Schedule (756, 761, 788, 768)
rain-story (28, 532, 250, 632)
ksdb-ref: KSDB/EE/No1.div.T/PB/IFT-1/2025-26/83 (720, 1201, 839, 1208)
court-notice-mid-2 (600, 866, 712, 1145)
reg-dot-icon (126, 1441, 136, 1451)
lead-body-cont: ಸುಮಾರು 48 ಕೋಟಿ ರೂ. ವೆಚ್ಚದಲ್ಲಿ ನೂರು ಹಾಸಿಗೆಯ ತಾಲೂಕು ಆಸ್ಪತ್ರೆ ನಿರ್ಮಾಣಕ್ಕೆ ಯೋಜನೆ ರೂಪಿಸಲಾಗಿದ್ದು ಆರೋಗ್ಯ ಮತ್ತು ಕುಟುಂಬ ಕಲ್ಯಾಣ ಇಲಾಖೆ ಸಚಿವ ದಿನೇಶ್ ಗುಂಡೂರಾವ್ ತಿಳಿಸಿದರು. ತಾಲೂಕಿನ ಬಿ.ಜಿ.ನಗರದಲ್ಲಿ ಸರ್ಕಾರಿ ಆಸ್ಪತ್ರೆಯ ಸ್ಥಳ ಪರಿಶೀಲನೆ ನಡೆಸಿ ಮಾತನಾಡಿದ ಅವರು, ನೆಲಮಂಗಲದಲ್ಲಿ ಹೆಚ್ಚುತ್ತಿರುವ ಜನಸಂಖ್ಯೆಗೆ ಅನುಗುಣವಾಗಿ ಆಸ್ಪತ್ರೆಯ ಸೌಲಭ್ಯ ವಿಸ್ತರಿಸುವ ಅಗತ್ಯವಿದೆ. ಆಸ್ಪತ್ರೆ ಭೇಟಿ: ತಾಲೂಕು ಆಸ್ಪತ್ರೆಗೆ ಭೇಟಿ ನೀಡಿ ರೋಗಿಗಳ ಆರೋಗ್ಯ ವಿಚಾರಿಸಿದರು. ವೈದ್ಯರು ಮತ್ತು ಸಿಬ್ಬಂದಿಯೊಂದಿಗೆ ಚರ್ಚಿಸಿ ಆಸ್ಪತ್ರೆಯ ಕುಂದುಕೊರತೆಗಳ ಬಗ್ಗೆ ಮಾಹಿತಿ ಪಡೆದರು. ಸ್ಥಳೀಯ ಶಾಸಕರು, ಜಿಲ್ಲಾ ಆರೋಗ್ಯಾಧಿಕಾರಿಗಳು ಹಾಗೂ ಅಧಿಕಾರಿಗಳು ಉಪಸ್ಥಿತರಿದ್ದರು. (226, 414, 376, 512)
court-mid-body: ಪ್ರತಿವಾದಿಗಳು: 1. ಶ್ರೀ ಮುನಿರಾಜು ಬಿನ್ ಲೇಟ್ ವೆಂಕಟಪ್ಪ, ಸುಮಾರು 50 ವರ್ಷ. 2. ಶ್ರೀ ನಾರಾಯಣಸ್ವಾಮಿ. ಈ ಮೂಲಕ ನಿಮಗೆ ತಿಳಿಯಪಡಿಸುವುದೇನೆಂದರೆ ದಿನಾಂಕ 16.06.2025 ರಂದು ಬೆಳಿಗ್ಗೆ 11 ಗಂಟೆಗೆ ಮಾನ್ಯ ನ್ಯಾಯಾಲಯದ ಮುಂದೆ ಖುದ್ದಾಗಿ ಅಥವಾ ವಕೀಲರ ಮೂಲಕ ಹಾಜರಾಗತಕ್ಕದ್ದು. (487, 803, 593, 858)
ksdb-emblem-icon (720, 1154, 750, 1184)
bbmp-row2-amount: ರೂ.14.00 (210, 1215, 245, 1247)
table-row (261, 991, 476, 1014)
court-pub-title: PAPER PUBLICATION (851, 195, 921, 202)
court-mid-body-3: ಪ್ರತಿವಾದಿಗಳು: 1. ಶ್ರೀ ಮುನಿರಾಜು ಬಿನ್ ಲೇಟ್ ವೆಂಕಟಪ್ಪ, ಸುಮಾರು 50 ವರ್ಷ. 2. ಶ್ರೀ ನಾರಾಯಣಸ್ವಾಮಿ. ಈ ಮೂಲಕ ನಿಮಗೆ ತಿಳಿಯಪಡಿಸುವುದೇನೆಂದರೆ ದಿನಾಂಕ 16.06.2025 ರಂದು ಬೆಳಿಗ್ಗೆ 11 ಗಂಟೆಗೆ ಮಾನ್ಯ ನ್ಯಾಯಾಲಯದ ಮುಂದೆ ಖುದ್ದಾಗಿ ಅಥವಾ ವಕೀಲರ ಮೂಲಕ ಹಾಜರಾಗತಕ್ಕದ್ದು. (487, 921, 593, 976)
kn-court-body-3: 1. ಮಾನ್ಯ ನ್ಯಾಯಾಲಯದ ಮುಂದೆ ಹಾಜರಾಗಲು ನಿಮಗೆ ಸೂಚಿಸಲಾಗಿದೆ. ನೀವು ನಿಗದಿತ ದಿನಾಂಕದಂದು ಹಾಜರಾಗದಿದ್ದಲ್ಲಿ ನಿಮ್ಮ ಗೈರುಹಾಜರಿಯಲ್ಲಿಯೇ ಪ್ರಕರಣವನ್ನು ತೀರ್ಮಾನಿಸಲಾಗುವುದು. ಸದರಿ ದಾವೆಯಲ್ಲಿ ಪ್ರತಿವಾದಿಗಳ ವಿಳಾಸ ಮತ್ತು ಆಸ್ತಿಯ ವಿವರಗಳನ್ನು ಈ ಕೆಳಕಂಡಂತೆ ನೀಡಲಾಗಿದೆ. (835, 458, 937, 505)
court2-name: IN THE COURT OF THE HON'BLE ASSISTANT COMMISSIONER AT KOLAR (603, 545, 709, 568)
ksdb-band: ಅಲ್ಪಾವಧಿ ಟೆಂಡರ್ ಪ್ರಕಟಣೆ (ಕೆ.ಪಿ.ಪಿ.ಪೋರ್ಟಲ್ ಮೂಲಕ) (720, 1211, 936, 1219)
bank-row1-amt: ರೂ.77,50,000/- / ರೂ.32,61,000/- (557, 1239, 641, 1262)
kolar-sign: ಸಹಿ/- ಕಾರ್ಯನಿರ್ವಾಹಕ ಇಂಜಿನಿಯರ್, (500, 631, 591, 639)
kn-court-place: ಚಿಂತಾಮಣಿ (875, 671, 897, 678)
